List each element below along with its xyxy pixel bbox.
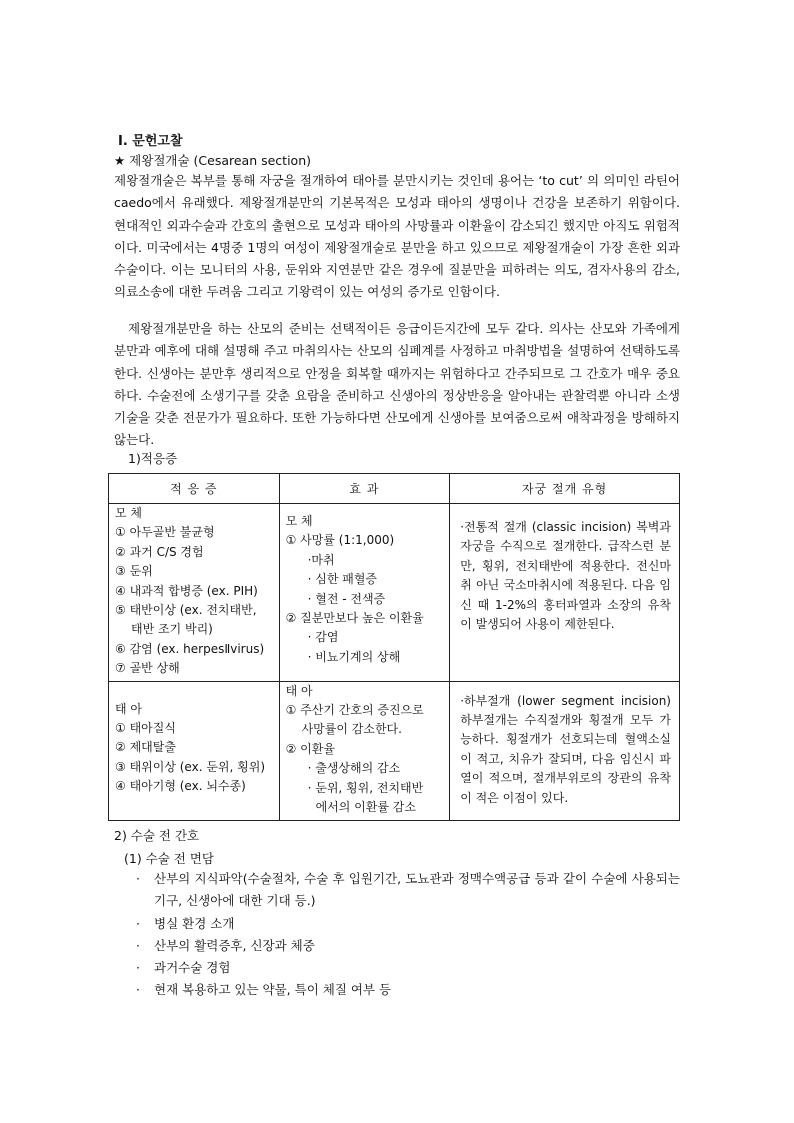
preop-interview-list xyxy=(132,868,680,1002)
lower-segment-incision-cell xyxy=(450,681,680,820)
cell-line: ·마취 xyxy=(307,552,335,567)
bullet-dot-icon: · xyxy=(136,937,140,953)
fetal-effects-cell xyxy=(279,681,450,820)
cell-line: ⑥ 감염 (ex. herpesⅡvirus) xyxy=(115,641,265,656)
cell-line: · 비뇨기계의 상해 xyxy=(307,649,401,664)
cell-line: · 출생상해의 감소 xyxy=(307,761,401,776)
maternal-effects-cell xyxy=(279,504,450,682)
preparation-paragraph: 제왕절개분만을 하는 산모의 준비는 선택적이든 응급이든지간에 모두 같다. 의사는 산모와 가족에게 분만과 예후에 대해 설명해 주고 마취의사는 산모의 심폐계를 사정하고 마취방법을 설명하여 선택하도록 한다. 신생아는 분만후 생리적으로 안정을 회복할 때까지는 위험하다고 간주되므로 그 간호가 매우 중요하다. 수술전에 소생기구를 갖춘 요람을 준비하고 신생아의 정상반응을 알아내는 관찰력뿐 아니라 소생기술을 갖춘 전문가가 필요하다. 또한 가능하다면 산모에게 신생아를 보여줌으로써 애착과정을 방해하지 않는다. xyxy=(114,321,680,448)
cell-line: 태반 조기 박리) xyxy=(131,622,213,637)
cell-line: ① 사망률 (1:1,000) xyxy=(285,533,395,548)
list-item xyxy=(132,979,680,1001)
cell-line: · 감염 xyxy=(307,630,339,645)
bullet-dot-icon: · xyxy=(136,982,140,998)
maternal-indications-cell xyxy=(109,504,280,682)
cell-line: · 둔위, 횡위, 전치태반 xyxy=(307,780,424,795)
cell-line: 태 아 xyxy=(285,683,313,698)
header-indication: 적 응 증 xyxy=(109,474,280,504)
section-title: Ⅰ. 문헌고찰 xyxy=(118,134,183,149)
classic-incision-cell xyxy=(450,504,680,682)
table-header-row xyxy=(109,474,680,504)
list-item xyxy=(132,868,680,913)
cell-line: ② 과거 C/S 경험 xyxy=(115,544,204,559)
cell-line: ⑤ 태반이상 (ex. 전치태반, xyxy=(115,603,257,618)
cell-line: ① 아두골반 불균형 xyxy=(115,525,215,540)
indications-table xyxy=(108,473,680,821)
bullet-dot-icon: · xyxy=(136,871,140,886)
indications-label: 1)적응증 xyxy=(128,451,178,466)
cell-line: 에서의 이환률 감소 xyxy=(315,800,416,815)
preop-care-heading: 2) 수술 전 간호 xyxy=(114,828,200,843)
cell-line: 모 체 xyxy=(115,506,142,520)
list-item-text: 산부의 지식파악(수술절차, 수술 후 입원기간, 도뇨관과 정맥수액공급 등과 같이 수술에 사용되는 기구, 신생아에 대한 기대 등.) xyxy=(154,871,680,909)
classic-incision-text: ·전통적 절개 (classic incision) 복벽과 자궁을 수직으로 절개한다. 급작스런 분만, 횡위, 전치태반에 적용한다. 전신마취 아닌 국소마취시에 적용된다. 다음 임신 때 1-2%의 홍터파열과 소장의 유착이 발생되어 사용이 제한된다. xyxy=(460,520,671,632)
list-item xyxy=(132,913,680,935)
lower-segment-incision-text: ·하부절개 (lower segment incision) 하부절개는 수직절개와 횡절개 모두 가능하다. 횡절개가 선호되는데 혈액소실이 적고, 치유가 잘되며, 다음 임신시 파열이 적으며, 절개부위로의 장관의 유착이 적은 이점이 있다. xyxy=(460,693,671,805)
fetal-indications-cell xyxy=(109,681,280,820)
cell-line: · 혈전 - 전색증 xyxy=(307,591,386,606)
cell-line: ② 제대탈출 xyxy=(115,740,176,755)
cesarean-subheading: ★ 제왕절개술 (Cesarean section) xyxy=(114,153,312,168)
cell-line: ⑦ 골반 상해 xyxy=(115,661,180,676)
list-item-text: 과거수술 경험 xyxy=(154,960,231,976)
cell-line: 태 아 xyxy=(115,701,142,716)
cell-line: 사망률이 감소한다. xyxy=(301,722,402,737)
list-item-text: 산부의 활력증후, 신장과 체중 xyxy=(154,937,315,953)
cell-line: ③ 태위이상 (ex. 둔위, 횡위) xyxy=(115,759,266,774)
cell-line: ① 태아질식 xyxy=(115,721,176,736)
cell-line: ③ 둔위 xyxy=(115,564,153,579)
header-incision-type: 자궁 절개 유형 xyxy=(450,474,680,504)
cell-line: ④ 태아기형 (ex. 뇌수종) xyxy=(115,779,246,794)
cell-line: ② 이환율 xyxy=(285,741,335,756)
table-row-maternal xyxy=(109,504,680,682)
list-item-text: 병실 환경 소개 xyxy=(154,915,235,931)
header-effect: 효 과 xyxy=(279,474,450,504)
preop-interview-heading: (1) 수술 전 면담 xyxy=(124,851,215,866)
table-row-fetal xyxy=(109,681,680,820)
list-item xyxy=(132,957,680,979)
intro-paragraph: 제왕절개술은 복부를 통해 자궁을 절개하여 태아를 분만시키는 것인데 용어는 ‘to cut’ 의 의미인 라틴어 caedo에서 유래했다. 제왕절개분만의 기본목적은 모성과 태아의 생명이나 건강을 보존하기 위함이다. 현대적인 외과수술과 간호의 출현으로 모성과 태아의 사망률과 이환율이 감소되긴 했지만 아직도 위험적이다. 미국에서는 4명중 1명의 여성이 제왕절개술로 분만을 하고 있으므로 제왕절개술이 가장 흔한 외과수술이다. 이는 모니터의 사용, 둔위와 지연분만 같은 경우에 질분만을 피하려는 의도, 겸자사용의 감소, 의료소송에 대한 두려움 그리고 기왕력이 있는 여성의 증가로 인함이다. xyxy=(114,173,680,300)
cell-line: 모 체 xyxy=(285,514,313,528)
cell-line: ① 주산기 간호의 증진으로 xyxy=(285,703,424,718)
cell-line: · 심한 패혈증 xyxy=(307,572,377,587)
bullet-dot-icon: · xyxy=(136,915,140,931)
bullet-dot-icon: · xyxy=(136,960,140,976)
cell-line: ② 질분만보다 높은 이환율 xyxy=(285,611,424,626)
cell-line: ④ 내과적 합병증 (ex. PIH) xyxy=(115,583,258,598)
list-item xyxy=(132,935,680,957)
list-item-text: 현재 복용하고 있는 약물, 특이 체질 여부 등 xyxy=(154,982,392,998)
